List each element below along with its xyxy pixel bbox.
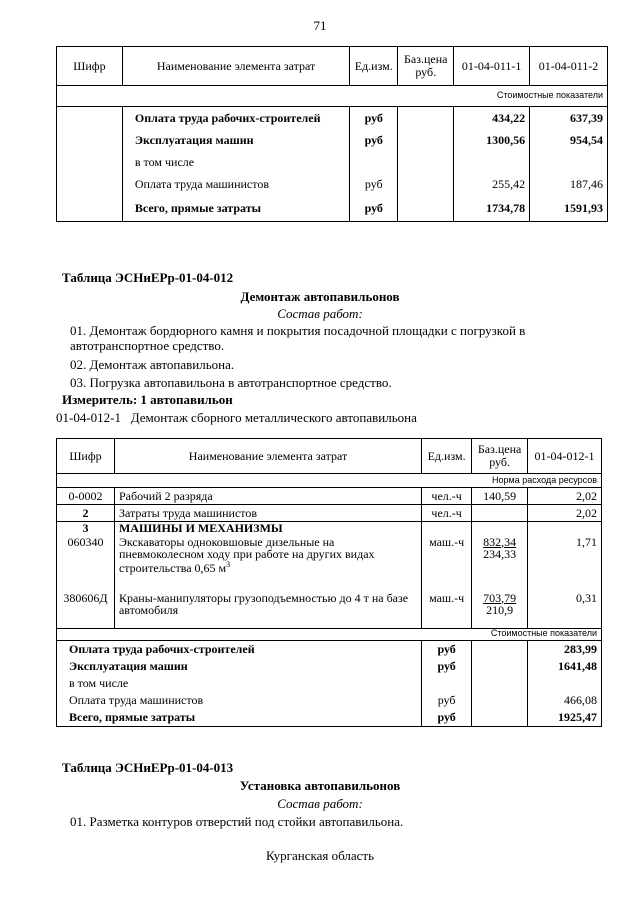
resource-code: 2 [57, 505, 115, 522]
subheader-cost-indicators: Стоимостные показатели [472, 628, 602, 640]
work-item: 03. Погрузка автопавильона в автотранспортное средство. [70, 375, 392, 390]
sum-name: Оплата труда машинистов [57, 692, 422, 709]
table-row [57, 195, 608, 222]
resource-value: 0,31 [528, 592, 602, 629]
measure-unit: Измеритель: 1 автопавильон [62, 392, 233, 407]
resource-price: 140,59 [472, 488, 528, 505]
header-unit: Ед.изм. [422, 439, 472, 474]
table-row [57, 692, 602, 709]
row-value-1: 1300,56 [454, 129, 530, 151]
sum-name: Оплата труда рабочих-строителей [57, 640, 422, 658]
table-label: Таблица ЭСНиЕРр-01-04-012 [62, 270, 234, 285]
header-base-price: Баз.цена руб. [398, 47, 454, 86]
item-description: 01-04-012-1 Демонтаж сборного металлического автопавильона [56, 410, 417, 425]
resource-table-01-04-012 [56, 438, 602, 727]
row-unit: руб [350, 129, 398, 151]
work-item: 02. Демонтаж автопавильона. [70, 357, 235, 372]
work-item: 01. Разметка контуров отверстий под стойки автопавильона. [70, 814, 404, 829]
table-row [57, 522, 602, 536]
resource-name: Рабочий 2 разряда [114, 488, 421, 505]
resource-code: 0-0002 [57, 488, 115, 505]
row-value-1: 255,42 [454, 173, 530, 195]
row-value-2: 954,54 [530, 129, 608, 151]
table-row [57, 675, 602, 692]
row-name: Всего, прямые затраты [122, 195, 349, 222]
row-unit: руб [350, 107, 398, 130]
table-row [57, 536, 602, 592]
resource-unit: чел.-ч [422, 488, 472, 505]
row-value-2: 187,46 [530, 173, 608, 195]
header-col-1: 01-04-011-1 [454, 47, 530, 86]
resource-value: 1,71 [528, 536, 602, 592]
resource-code: 3 [57, 522, 115, 536]
cost-table-01-04-011 [56, 46, 608, 222]
table-row [57, 488, 602, 505]
table-row [57, 151, 608, 173]
header-name: Наименование элемента затрат [114, 439, 421, 474]
resource-unit: маш.-ч [422, 592, 472, 629]
row-value-1: 1734,78 [454, 195, 530, 222]
sum-value: 1925,47 [528, 709, 602, 727]
resource-name: Краны-манипуляторы грузоподъемностью до 4 т на базе автомобиля [114, 592, 421, 629]
sum-name: в том числе [57, 675, 422, 692]
resource-value: 2,02 [528, 488, 602, 505]
table-row [57, 129, 608, 151]
subheader-resource-norm: Норма расхода ресурсов [472, 474, 602, 488]
table-row [57, 505, 602, 522]
sum-value: 283,99 [528, 640, 602, 658]
resource-unit: маш.-ч [422, 536, 472, 592]
row-name: Эксплуатация машин [122, 129, 349, 151]
sum-value: 466,08 [528, 692, 602, 709]
row-name: Оплата труда машинистов [122, 173, 349, 195]
subheader-cost-indicators: Стоимостные показатели [57, 86, 608, 107]
subheader-row [57, 628, 602, 640]
sum-unit: руб [422, 709, 472, 727]
table-row [57, 640, 602, 658]
row-value-2: 1591,93 [530, 195, 608, 222]
header-code: Шифр [57, 47, 123, 86]
table-row [57, 107, 608, 130]
work-item: 01. Демонтаж бордюрного камня и покрытия посадочной площадки с погрузкой в автотранспортное средство. [70, 323, 526, 353]
resource-name: Экскаваторы одноковшовые дизельные на пневмоколесном ходу при работе на других видах строительства 0,65 $м^3$ [114, 536, 421, 592]
footer-region: Курганская область [265, 848, 375, 863]
resource-name: МАШИНЫ И МЕХАНИЗМЫ [114, 522, 421, 536]
table-row [57, 658, 602, 675]
table-row [57, 173, 608, 195]
sum-name: Всего, прямые затраты [57, 709, 422, 727]
works-heading: Состав работ: [277, 796, 363, 811]
header-name: Наименование элемента затрат [122, 47, 349, 86]
sum-unit: руб [422, 692, 472, 709]
row-name: в том числе [122, 151, 349, 173]
row-value-2: 637,39 [530, 107, 608, 130]
subheader-row [57, 474, 602, 488]
table-label: Таблица ЭСНиЕРр-01-04-013 [62, 760, 234, 775]
table-header-row [57, 47, 608, 86]
sum-unit: руб [422, 658, 472, 675]
header-unit: Ед.изм. [350, 47, 398, 86]
resource-unit: чел.-ч [422, 505, 472, 522]
table-row [57, 709, 602, 727]
header-col-1: 01-04-012-1 [528, 439, 602, 474]
row-unit: руб [350, 173, 398, 195]
section-title: Демонтаж автопавильонов [240, 289, 400, 304]
header-base-price: Баз.цена руб. [472, 439, 528, 474]
resource-name: Затраты труда машинистов [114, 505, 421, 522]
resource-price: 703,79 210,9 [472, 592, 528, 629]
table-row [57, 592, 602, 629]
sum-value: 1641,48 [528, 658, 602, 675]
resource-price: 832,34 234,33 [472, 536, 528, 592]
subheader-row [57, 86, 608, 107]
row-unit: руб [350, 195, 398, 222]
sum-name: Эксплуатация машин [57, 658, 422, 675]
resource-code: 380606Д [57, 592, 115, 629]
resource-code: 060340 [57, 536, 115, 592]
header-code: Шифр [57, 439, 115, 474]
section-title: Установка автопавильонов [239, 778, 401, 793]
resource-value: 2,02 [528, 505, 602, 522]
works-heading: Состав работ: [277, 306, 363, 321]
table-header-row [57, 439, 602, 474]
row-name: Оплата труда рабочих-строителей [122, 107, 349, 130]
page-number: 71 [313, 18, 327, 33]
row-value-1: 434,22 [454, 107, 530, 130]
header-col-2: 01-04-011-2 [530, 47, 608, 86]
sum-unit: руб [422, 640, 472, 658]
